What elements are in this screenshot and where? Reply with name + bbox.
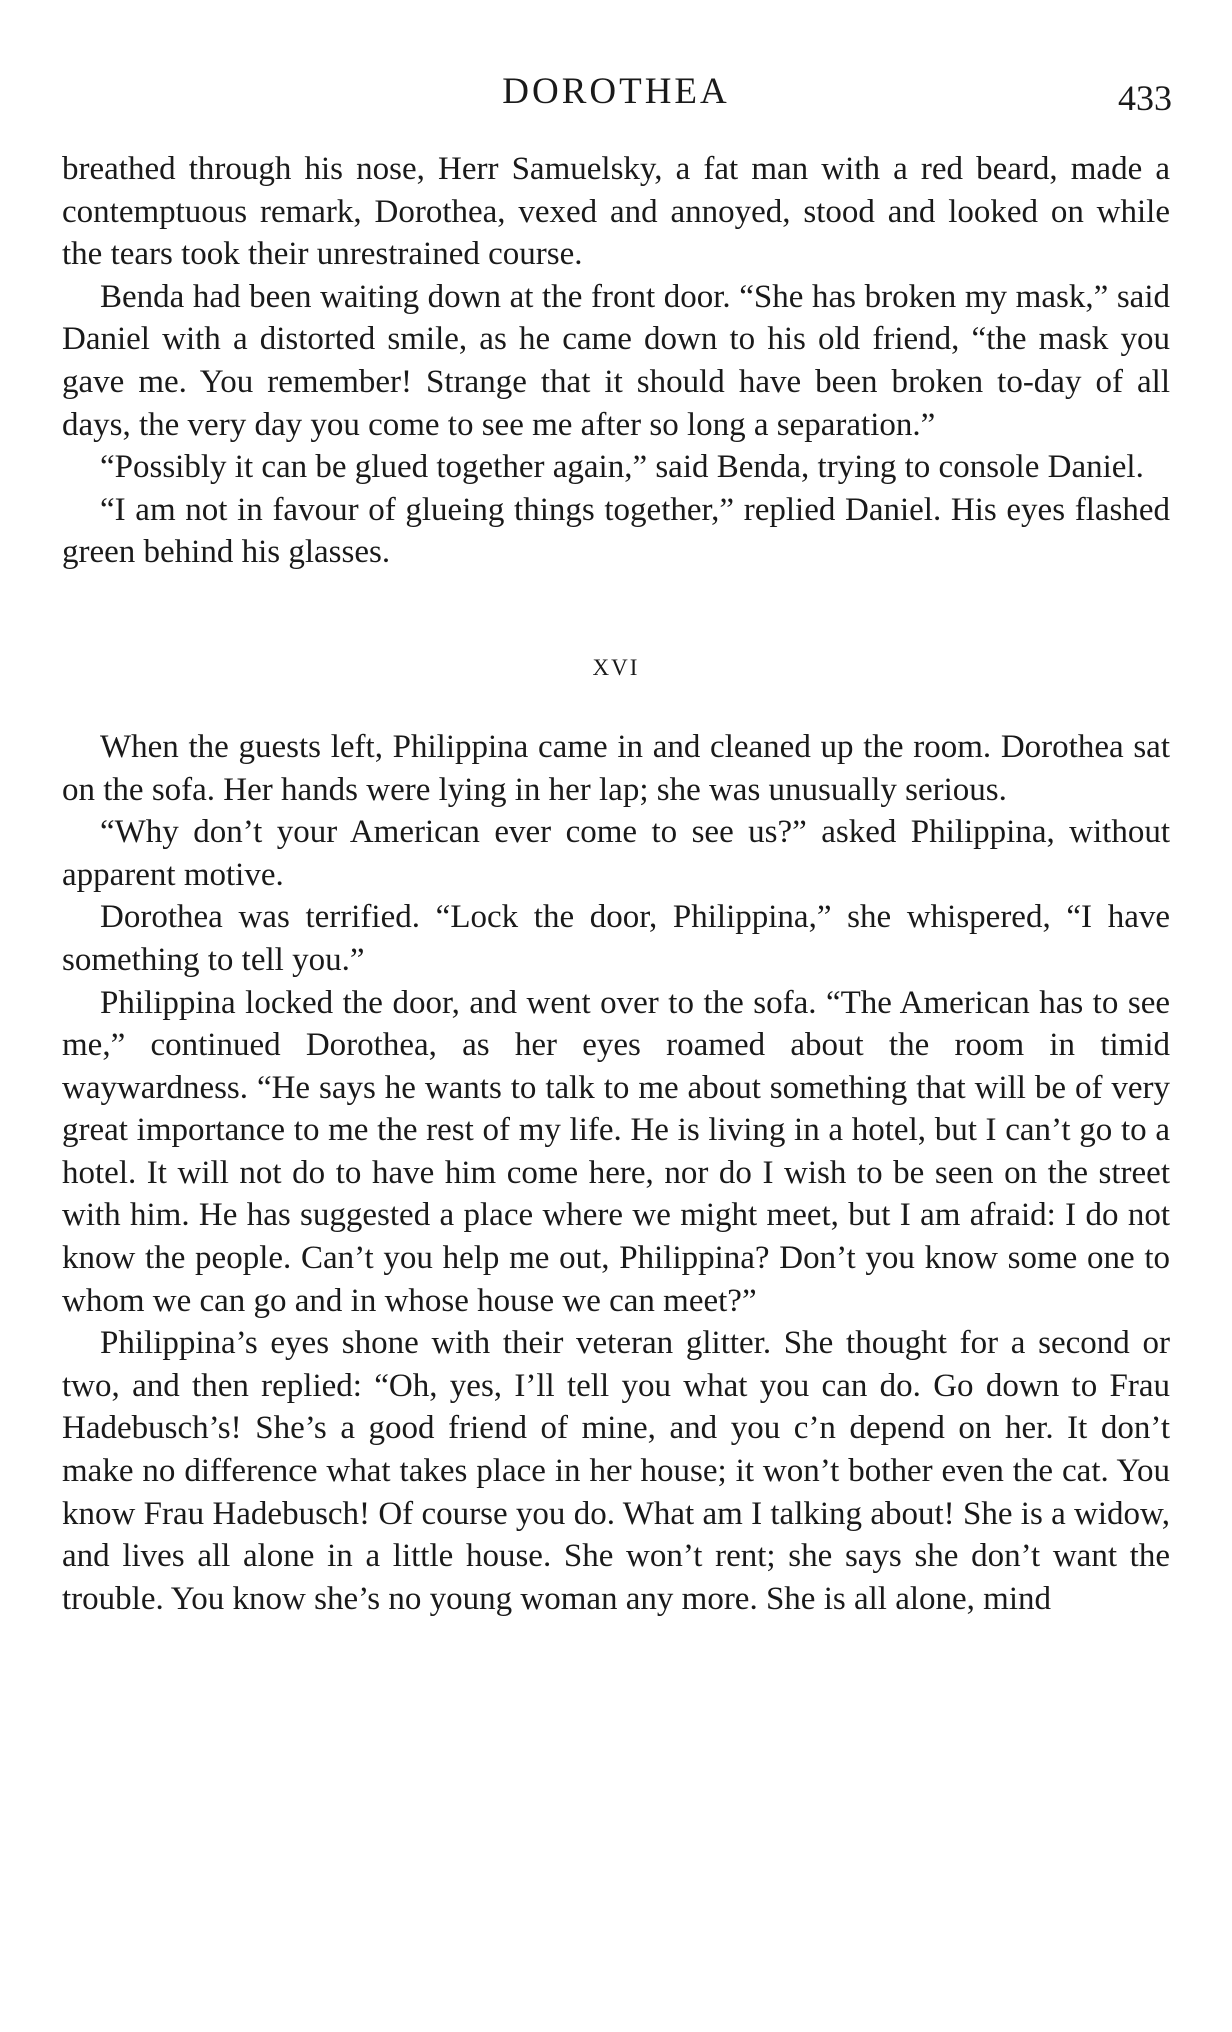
section-heading: XVI [592, 654, 640, 680]
paragraph: “I am not in favour of glueing things together,” replied Daniel. His eyes flashed green behind his glasses. [62, 491, 1170, 571]
paragraph: When the guests left, Philippina came in and cleaned up the room. Dorothea sat on the sofa. Her hands were lying in her lap; she was unusually serious. [62, 728, 1170, 808]
paragraph: “Possibly it can be glued together again,” said Benda, trying to console Daniel. [100, 449, 1144, 486]
page-number: 433 [1118, 78, 1172, 118]
running-title: DOROTHEA [502, 71, 730, 112]
paragraph: Philippina’s eyes shone with their veteran glitter. She thought for a second or two, and then replied: “Oh, yes, I’ll tell you what you can do. Go down to Frau Hadebusch’s! She’s a good friend of mine, and you c’n depend on her. It don’t make no difference what takes place in her house; it won’t bother even the cat. You know Frau Hadebusch! Of course you do. What am I talking about! She is a widow, and lives all alone in a little house. She won’t rent; she says she don’t want the trouble. You know she’s no young woman any more. She is all alone, mind [62, 1325, 1170, 1617]
paragraph: Benda had been waiting down at the front door. “She has broken my mask,” said Daniel with a distorted smile, as he came down to his old friend, “the mask you gave me. You remember! Strange that it should have been broken to-day of all days, the very day you come to see me after so long a separation.” [62, 278, 1170, 443]
body-text [62, 148, 1170, 1620]
paragraph-continued: breathed through his nose, Herr Samuelsky, a fat man with a red beard, made a contemptuous remark, Dorothea, vexed and annoyed, stood and looked on while the tears took their unrestrained course. [62, 151, 1170, 273]
paragraph: Dorothea was terrified. “Lock the door, Philippina,” she whispered, “I have something to tell you.” [62, 899, 1170, 978]
paragraph: “Why don’t your American ever come to see us?” asked Philippina, without apparent motive. [62, 814, 1170, 893]
running-head [60, 64, 1172, 120]
paragraph: Philippina locked the door, and went over to the sofa. “The American has to see me,” continued Dorothea, as her eyes roamed about the room in timid waywardness. “He says he wants to talk to me about something that will be of very great importance to me the rest of my life. He is living in a hotel, but I can’t go to a hotel. It will not do to have him come here, nor do I wish to be seen on the street with him. He has suggested a place where we might meet, but I am afraid: I do not know the people. Can’t you help me out, Philippina? Don’t you know some one to whom we can go and in whose house we can meet?” [62, 984, 1170, 1319]
